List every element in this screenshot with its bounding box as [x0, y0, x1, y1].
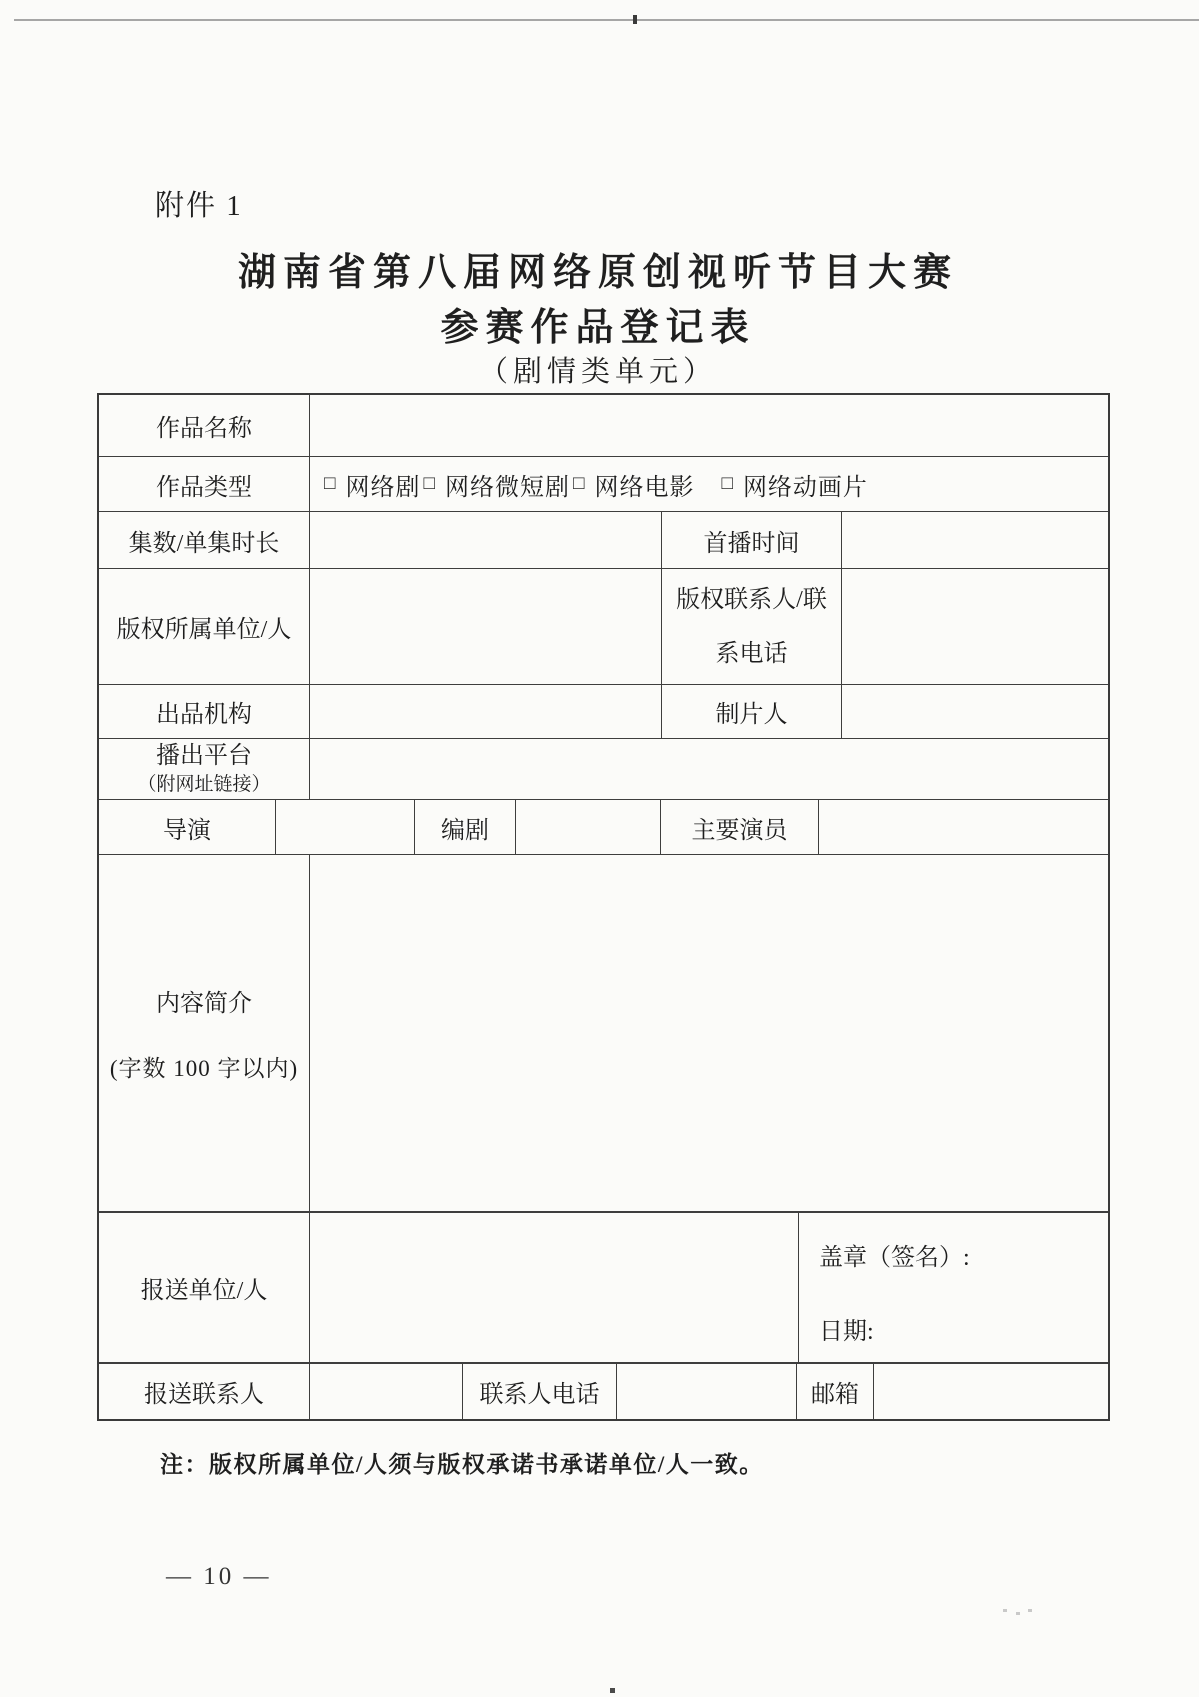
platform-label [99, 739, 310, 800]
work-type-option-web-movie [573, 467, 694, 502]
checkbox-icon: □ [423, 473, 436, 494]
email-label: 邮箱 [797, 1364, 874, 1419]
work-type-option-micro-drama [423, 467, 569, 502]
document-title-line2: 参赛作品登记表 [440, 307, 756, 349]
scan-speck [1016, 1612, 1020, 1615]
scan-speck [1028, 1609, 1032, 1612]
platform-value-cell [310, 739, 1108, 800]
checkbox-icon: □ [721, 473, 734, 494]
submitter-value-cell [310, 1213, 799, 1364]
table-row-producer [99, 685, 1108, 739]
submit-contact-value-cell [310, 1364, 463, 1419]
date-label: 日期: [819, 1319, 874, 1345]
table-row-episodes [99, 512, 1108, 569]
table-row-work-name [99, 395, 1108, 457]
premiere-value-cell [842, 512, 1108, 569]
producer-org-label: 出品机构 [99, 685, 310, 739]
checkbox-icon: □ [572, 473, 586, 494]
screenwriter-value-cell [516, 800, 661, 855]
premiere-label: 首播时间 [662, 512, 842, 569]
main-actors-value-cell [819, 800, 1108, 855]
synopsis-label-main: 内容简介 [156, 991, 252, 1017]
synopsis-value-cell [310, 855, 1108, 1213]
option-label: 网络微短剧 [444, 474, 570, 501]
work-type-option-animation [721, 467, 867, 502]
director-label: 导演 [99, 800, 276, 855]
episodes-label: 集数/单集时长 [99, 512, 310, 569]
work-type-option-web-drama [324, 467, 420, 502]
option-label: 网络电影 [594, 474, 695, 501]
seal-signature-cell [799, 1213, 1108, 1364]
synopsis-label-limit: (字数 100 字以内) [109, 1056, 299, 1081]
document-title-line1: 湖南省第八届网络原创视听节目大赛 [237, 252, 958, 294]
table-row-submitter [99, 1213, 1108, 1364]
screenwriter-label: 编剧 [415, 800, 516, 855]
table-row-platform [99, 739, 1108, 800]
director-value-cell [276, 800, 415, 855]
registration-form-table [97, 393, 1110, 1421]
scan-top-mark [633, 15, 637, 24]
work-type-label: 作品类型 [99, 457, 310, 512]
episodes-value-cell [310, 512, 662, 569]
table-row-synopsis [99, 855, 1108, 1213]
copyright-owner-label: 版权所属单位/人 [99, 569, 310, 685]
table-row-credits [99, 800, 1108, 855]
platform-label-sub: （附网址链接） [137, 773, 271, 795]
main-actors-label: 主要演员 [661, 800, 819, 855]
page-number: — 10 — [166, 1563, 272, 1590]
scan-top-edge-line [14, 19, 1199, 21]
work-name-label: 作品名称 [99, 395, 310, 457]
option-label: 网络动画片 [742, 474, 868, 501]
scan-speck [1003, 1609, 1007, 1612]
work-name-value-cell [310, 395, 1108, 457]
attachment-label: 附件 1 [155, 190, 243, 222]
table-row-work-type [99, 457, 1108, 512]
copyright-owner-value-cell [310, 569, 662, 685]
checkbox-icon: □ [324, 473, 337, 494]
contact-phone-value-cell [617, 1364, 797, 1419]
option-label: 网络剧 [345, 474, 421, 501]
copyright-contact-label: 版权联系人/联系电话 [662, 569, 842, 685]
platform-label-main: 播出平台 [156, 742, 252, 769]
table-row-contact [99, 1364, 1108, 1419]
table-row-copyright [99, 569, 1108, 685]
submitter-label: 报送单位/人 [99, 1213, 310, 1364]
synopsis-label [99, 855, 310, 1213]
producer-org-value-cell [310, 685, 662, 739]
producer-label: 制片人 [662, 685, 842, 739]
copyright-contact-value-cell [842, 569, 1108, 685]
producer-value-cell [842, 685, 1108, 739]
submit-contact-label: 报送联系人 [99, 1364, 310, 1419]
work-type-options-cell [310, 457, 1108, 512]
contact-phone-label: 联系人电话 [463, 1364, 617, 1419]
note-text: 注：版权所属单位/人须与版权承诺书承诺单位/人一致。 [160, 1452, 764, 1477]
seal-signature-label: 盖章（签名）: [819, 1245, 970, 1271]
scan-bottom-mark [610, 1688, 615, 1693]
email-value-cell [874, 1364, 1108, 1419]
document-subtitle: （剧情类单元） [478, 356, 717, 388]
